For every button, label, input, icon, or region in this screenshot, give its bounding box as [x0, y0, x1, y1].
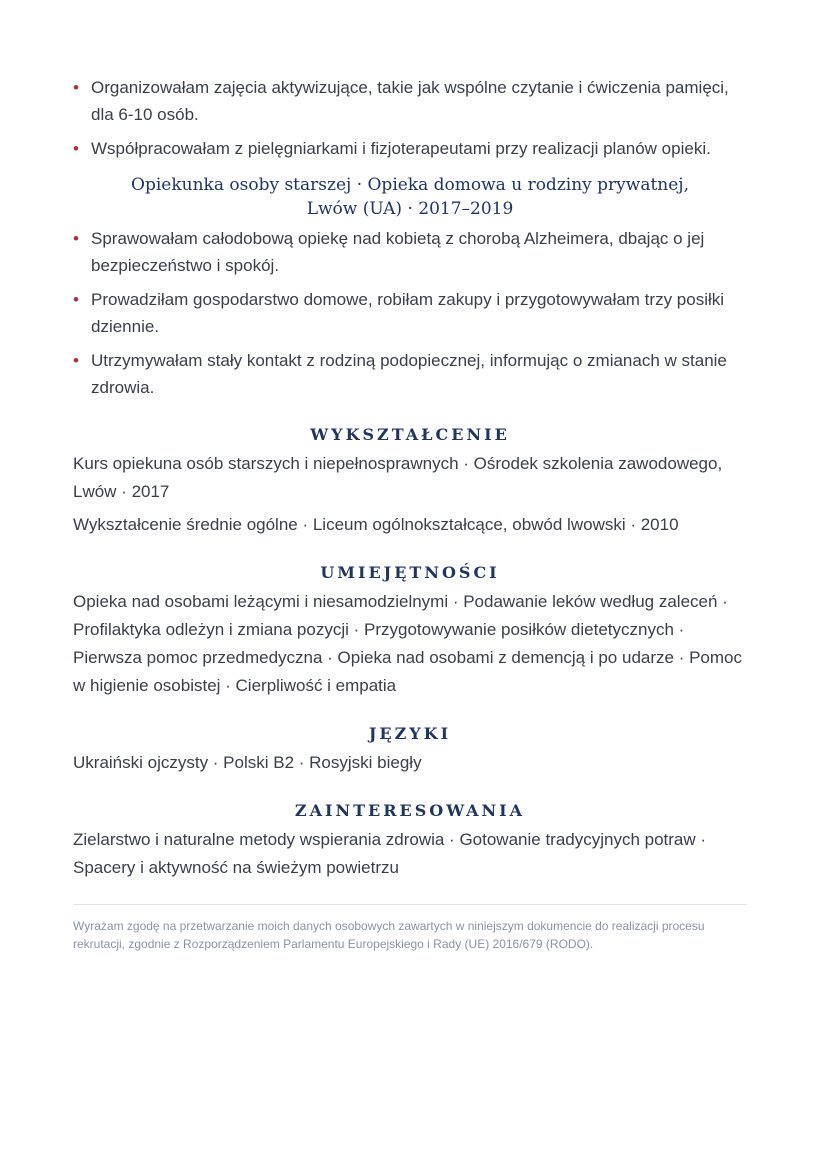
gdpr-consent-clause: Wyrażam zgodę na przetwarzanie moich danych osobowych zawartych w niniejszym dokumencie do realizacji procesu rekrutacji, zgodnie z Rozporządzeniem Parlamentu Europejskiego i Rady (UE) 2016/679 (RODO).: [73, 919, 705, 951]
job2-bullet-list: [73, 225, 747, 401]
bullet-icon: •: [73, 290, 79, 309]
bullet-text: Sprawowałam całodobową opiekę nad kobietą z chorobą Alzheimera, dbając o jej bezpieczeństwo i spokój.: [91, 229, 705, 275]
bullet-icon: •: [73, 139, 79, 158]
job1-bullet-list: [73, 74, 747, 162]
job1-bullet-2: [73, 135, 747, 162]
bullet-icon: •: [73, 229, 79, 248]
bullet-icon: •: [73, 351, 79, 370]
bullet-icon: •: [73, 78, 79, 97]
job2-title: Opiekunka osoby starszej · Opieka domowa u rodziny prywatnej, Lwów (UA) · 2017–2019: [131, 175, 689, 219]
job1-bullet-1: [73, 74, 747, 128]
education-item-2: Wykształcenie średnie ogólne · Liceum ogólnokształcące, obwód lwowski · 2010: [73, 515, 679, 534]
skills-heading: UMIEJĘTNOŚCI: [320, 563, 500, 582]
bullet-text: Współpracowałam z pielęgniarkami i fizjoterapeutami przy realizacji planów opieki.: [91, 139, 711, 158]
interests-heading: ZAINTERESOWANIA: [294, 801, 526, 820]
languages-text: Ukraiński ojczysty · Polski B2 · Rosyjski biegły: [73, 753, 422, 772]
footer-divider: [73, 904, 747, 905]
job2-bullet-3: [73, 347, 747, 401]
languages-heading: JĘZYKI: [368, 724, 452, 743]
interests-text: Zielarstwo i naturalne metody wspierania zdrowia · Gotowanie tradycyjnych potraw · Spacery i aktywność na świeżym powietrzu: [73, 830, 707, 877]
education-heading: WYKSZTAŁCENIE: [310, 425, 510, 444]
bullet-text: Prowadziłam gospodarstwo domowe, robiłam zakupy i przygotowywałam trzy posiłki dziennie.: [91, 290, 725, 336]
job2-bullet-2: [73, 286, 747, 340]
bullet-text: Utrzymywałam stały kontakt z rodziną podopiecznej, informując o zmianach w stanie zdrowia.: [91, 351, 727, 397]
bullet-text: Organizowałam zajęcia aktywizujące, takie jak wspólne czytanie i ćwiczenia pamięci, dla 6-10 osób.: [91, 78, 729, 124]
job2-bullet-1: [73, 225, 747, 279]
skills-text: Opieka nad osobami leżącymi i niesamodzielnymi · Podawanie leków według zaleceń · Profilaktyka odleżyn i zmiana pozycji · Przygotowywanie posiłków dietetycznych · Pierwsza pomoc przedmedyczna · Opieka nad osobami z demencją i po udarze · Pomoc w higienie osobistej · Cierpliwość i empatia: [73, 592, 742, 695]
education-item-1: Kurs opiekuna osób starszych i niepełnosprawnych · Ośrodek szkolenia zawodowego, Lwów · 2017: [73, 454, 723, 501]
